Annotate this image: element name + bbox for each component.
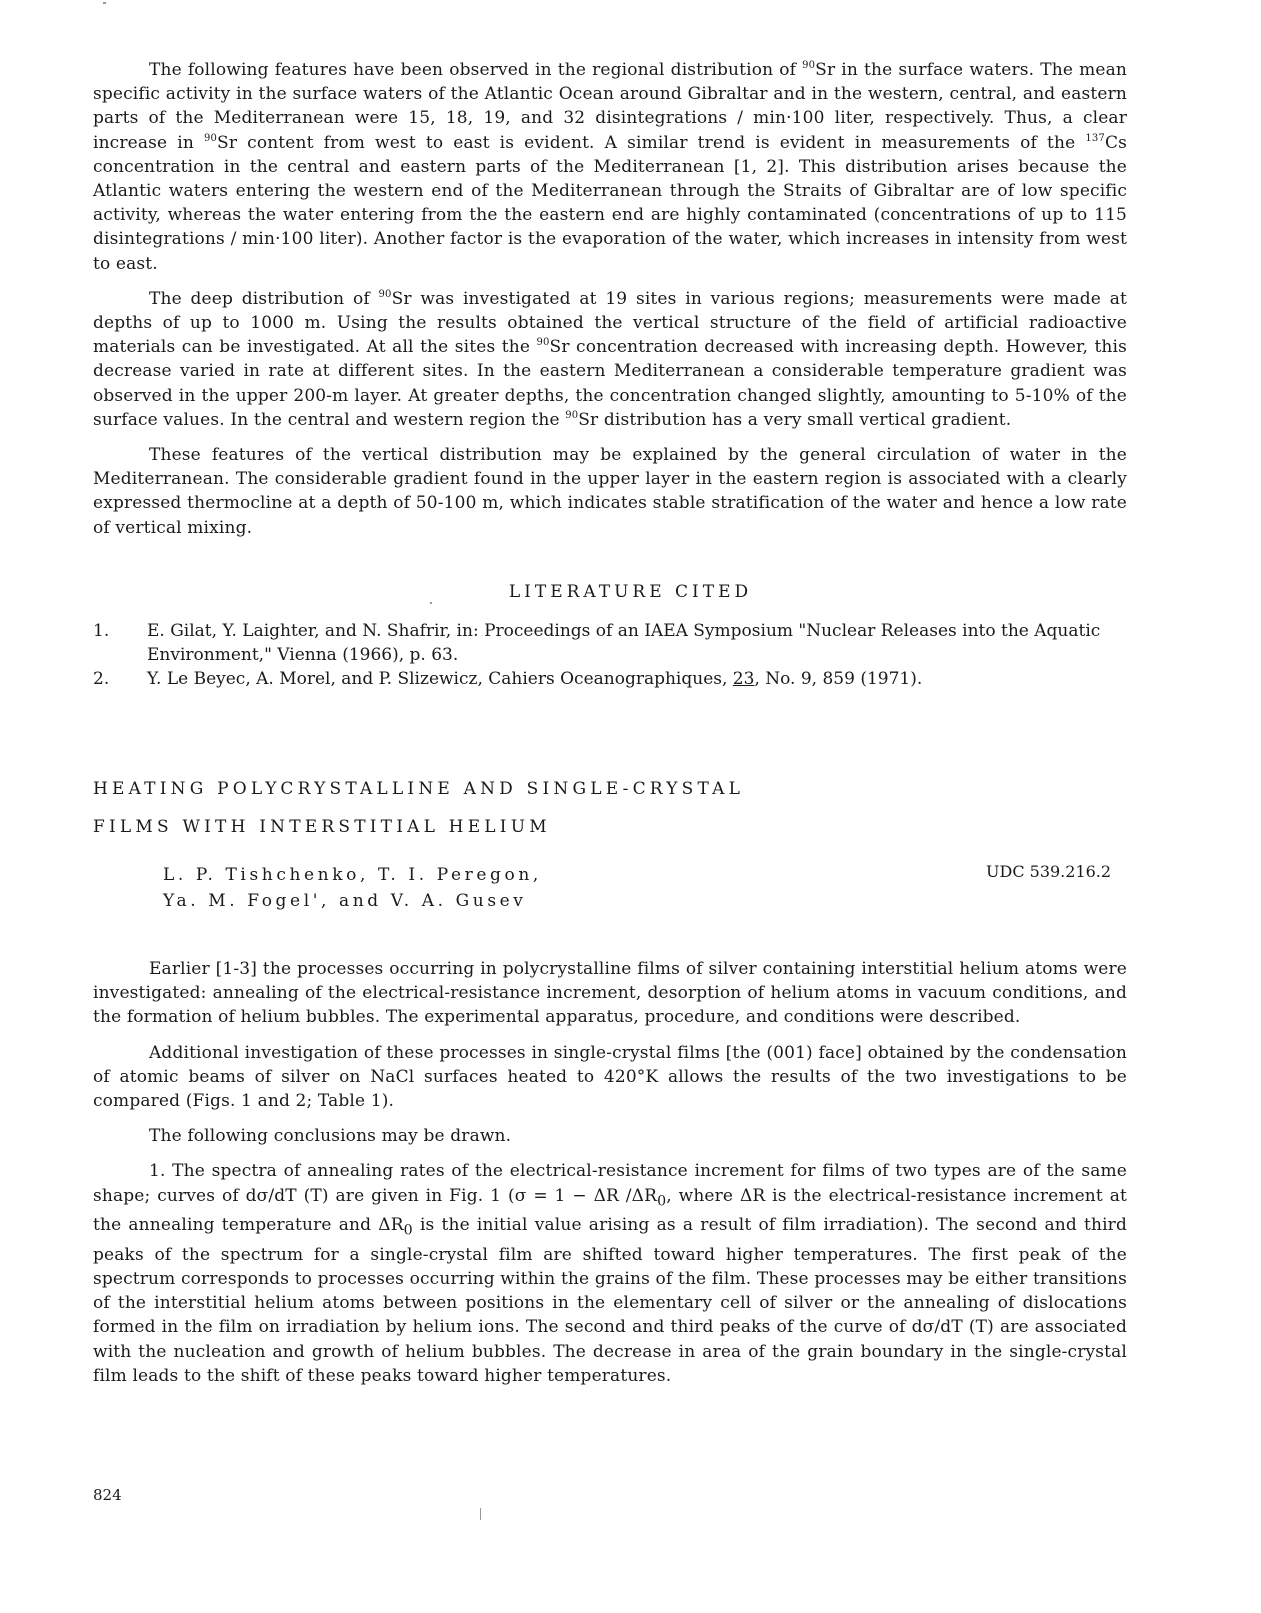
paragraph-earlier-work: Earlier [1-3] the processes occurring in polycrystalline films of silver containing interstitial helium atoms were investigated: annealing of the electrical-resistance increment, desorption of helium atoms in vacuum conditions, and the formation of helium bubbles. The experimental apparatus, procedure, and conditions were described. <box>93 959 1127 1028</box>
authors-line: Ya. M. Fogel', and V. A. Gusev <box>163 891 527 911</box>
reference-text-end: , No. 9, 859 (1971). <box>754 669 923 689</box>
article-title-line-1: HEATING POLYCRYSTALLINE AND SINGLE-CRYSTAL <box>93 779 745 799</box>
subscript: 0 <box>403 1222 413 1239</box>
literature-cited-heading: LITERATURE CITED <box>508 582 753 602</box>
isotope-mass-number: 90 <box>204 132 218 144</box>
article-title-line-2: FILMS WITH INTERSTITIAL HELIUM <box>93 817 551 837</box>
reference-text: E. Gilat, Y. Laighter, and N. Shafrir, in: Proceedings of an IAEA Symposium "Nuclear Releases into the Aquatic Environment," Vienna (1966), p. 63. <box>147 621 1101 665</box>
reference-item <box>93 619 1133 667</box>
isotope-mass-number: 90 <box>378 288 392 300</box>
isotope-mass-number: 90 <box>802 60 816 71</box>
scan-speck <box>430 602 432 604</box>
scan-speck <box>103 2 106 4</box>
paragraph-conclusions-intro: The following conclusions may be drawn. <box>149 1126 512 1147</box>
paragraph-deep-distribution: The deep distribution of $^{90}$Sr was investigated at 19 sites in various regions; measurements were made at depths of up to 1000 m. Using the results obtained the vertical structure of the field of artificial radioactive materials can be investigated. At all the sites the $^{90}$Sr concentration decreased with increasing depth. However, this decrease varied in rate at different sites. In the eastern Mediterranean a considerable temperature gradient was observed in the upper 200-m layer. At greater depths, the concentration changed slightly, amounting to 5-10% of the surface values. In the central and western region the $^{90}$Sr distribution has a very small vertical gradient. <box>93 288 1127 430</box>
paragraph-surface-distribution: The following features have been observed in the regional distribution of $^{90}$Sr in the surface waters. The mean specific activity in the surface waters of the Atlantic Ocean around Gibraltar and in the western, central, and eastern parts of the Mediterranean were 15, 18, 19, and 32 disintegrations / min·100 liter, respectively. Thus, a clear increase in $^{90}$Sr content from west to east is evident. A similar trend is evident in measurements of the $^{137}$Cs concentration in the central and eastern parts of the Mediterranean [1, 2]. This distribution arises because the Atlantic waters entering the western end of the Mediterranean through the Straits of Gibraltar are of low specific activity, whereas the water entering from the the eastern end are highly contaminated (concentrations of up to 115 disintegrations / min·100 liter). Another factor is the evaporation of the water, which increases in intensity from west to east. <box>93 60 1127 274</box>
page-number: 824 <box>93 1486 122 1504</box>
reference-item <box>93 667 1133 691</box>
subscript: 0 <box>657 1193 667 1210</box>
reference-text-start: Y. Le Beyec, A. Morel, and P. Slizewicz, Cahiers Oceanographiques, <box>147 669 733 689</box>
article-body <box>93 957 1127 1388</box>
authors-line: L. P. Tishchenko, T. I. Peregon, <box>163 865 542 885</box>
isotope-mass-number: 137 <box>1085 132 1105 144</box>
paragraph-vertical-features: These features of the vertical distribution may be explained by the general circulation of water in the Mediterranean. The considerable gradient found in the upper layer in the eastern region is associated with a clearly expressed thermocline at a depth of 50-100 m, which indicates stable stratification of the water and hence a low rate of vertical mixing. <box>93 445 1127 538</box>
reference-number: 1. <box>93 621 110 641</box>
udc-code: UDC 539.216.2 <box>986 862 1112 881</box>
paragraph-additional-investigation: Additional investigation of these processes in single-crystal films [the (001) face] obtained by the condensation of atomic beams of silver on NaCl surfaces heated to 420°K allows the results of the two investigations to be compared (Figs. 1 and 2; Table 1). <box>93 1042 1127 1112</box>
reference-text <box>147 667 1133 691</box>
paragraph-conclusion-1: 1. The spectra of annealing rates of the electrical-resistance increment for films of two types are of the same shape; curves of dσ/dT (T) are given in Fig. 1 (σ = 1 − ΔR $/\Delta R_0$, where ΔR is the electrical-resistance increment at the annealing temperature and $\Delta R_0$ is the initial value arising as a result of film irradiation). The second and third peaks of the spectrum for a single-crystal film are shifted toward higher temperatures. The first peak of the spectrum corresponds to processes occurring within the grains of the film. These processes may be either transitions of the interstitial helium atoms between positions in the elementary cell of silver or the annealing of dislocations formed in the film on irradiation by helium ions. The second and third peaks of the curve of dσ/dT (T) are associated with the nucleation and growth of helium bubbles. The decrease in area of the grain boundary in the single-crystal film leads to the shift of these peaks toward higher temperatures. <box>93 1161 1127 1386</box>
article-authors <box>163 862 542 914</box>
strontium-section <box>93 58 1127 540</box>
isotope-mass-number: 90 <box>565 409 579 421</box>
scan-speck <box>480 1508 481 1520</box>
isotope-mass-number: 90 <box>536 337 550 349</box>
reference-volume: 23 <box>732 669 755 689</box>
reference-number: 2. <box>93 669 110 689</box>
